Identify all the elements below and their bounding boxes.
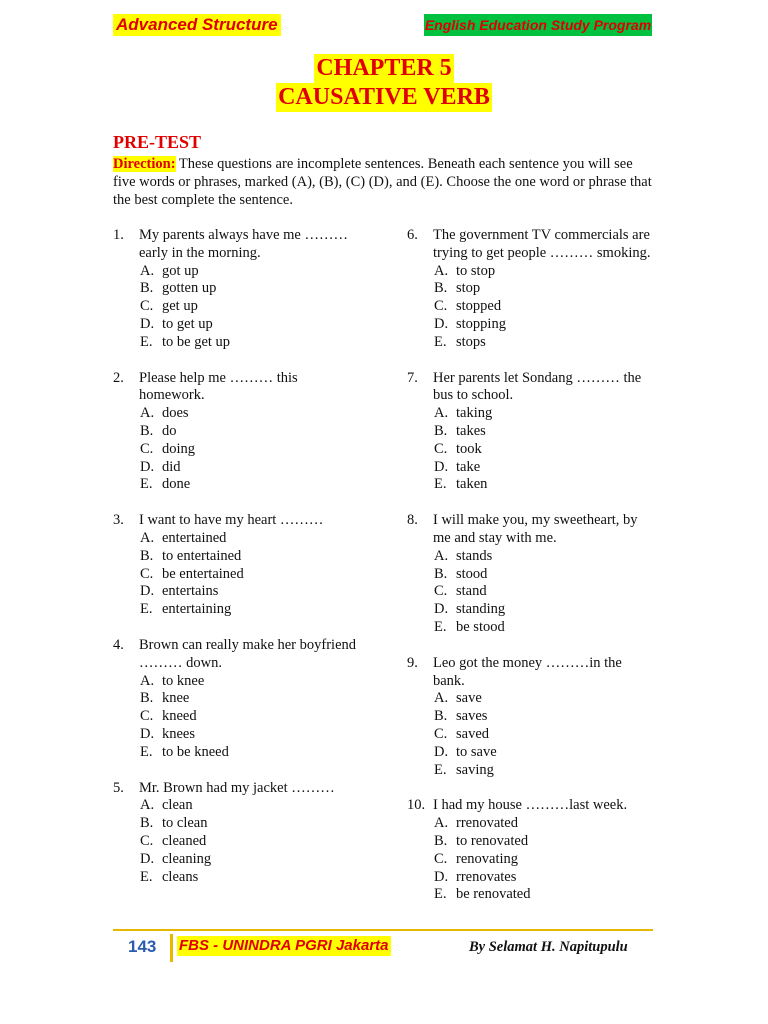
- answer-option: [434, 833, 657, 851]
- option-letter: E.: [140, 476, 153, 493]
- option-text: stand: [456, 583, 487, 600]
- option-text: to save: [456, 743, 497, 760]
- option-text: save: [456, 690, 482, 707]
- option-text: did: [162, 458, 181, 475]
- answer-option: [140, 744, 363, 762]
- option-letter: B.: [434, 832, 448, 849]
- answer-option: [434, 476, 657, 494]
- option-text: does: [162, 405, 189, 422]
- question-number: 8.: [407, 512, 418, 529]
- option-text: done: [162, 476, 191, 493]
- option-letter: B.: [140, 815, 154, 832]
- question-stem: Mr. Brown had my jacket ………: [139, 779, 335, 796]
- option-text: be renovated: [456, 886, 531, 903]
- answer-option: [434, 566, 657, 584]
- question-number: 2.: [113, 369, 124, 386]
- answer-option: [434, 298, 657, 316]
- option-letter: C.: [140, 440, 154, 457]
- option-text: gotten up: [162, 280, 217, 297]
- answer-option: [140, 601, 363, 619]
- option-letter: B.: [140, 690, 154, 707]
- option-text: took: [456, 440, 482, 457]
- answer-option: [434, 405, 657, 423]
- answer-option: [140, 851, 363, 869]
- question-item: [113, 370, 363, 495]
- answer-options: [434, 405, 657, 494]
- answer-options: [140, 797, 363, 886]
- answer-option: [434, 886, 657, 904]
- option-text: doing: [162, 440, 196, 457]
- option-letter: D.: [140, 850, 155, 867]
- option-letter: D.: [140, 315, 155, 332]
- question-number: 4.: [113, 636, 124, 653]
- answer-options: [140, 530, 363, 619]
- option-text: to knee: [162, 672, 205, 689]
- option-text: cleaning: [162, 850, 212, 867]
- option-text: to stop: [456, 262, 496, 279]
- option-letter: D.: [140, 583, 155, 600]
- answer-option: [434, 441, 657, 459]
- option-text: rrenovates: [456, 868, 517, 885]
- option-letter: E.: [140, 333, 153, 350]
- option-text: to get up: [162, 315, 213, 332]
- option-text: stood: [456, 565, 488, 582]
- option-letter: C.: [434, 850, 448, 867]
- answer-option: [434, 280, 657, 298]
- option-letter: A.: [140, 529, 155, 546]
- option-text: be stood: [456, 618, 505, 635]
- option-text: rrenovated: [456, 815, 518, 832]
- answer-option: [140, 869, 363, 887]
- question-item: [113, 637, 363, 762]
- answer-option: [140, 708, 363, 726]
- answer-option: [140, 548, 363, 566]
- answer-options: [434, 548, 657, 637]
- option-letter: C.: [434, 298, 448, 315]
- footer-divider: [113, 929, 653, 931]
- answer-option: [434, 815, 657, 833]
- header-course-title: Advanced Structure: [113, 14, 281, 36]
- option-letter: C.: [434, 440, 448, 457]
- option-text: do: [162, 422, 177, 439]
- answer-option: [140, 405, 363, 423]
- option-letter: B.: [434, 422, 448, 439]
- option-text: to entertained: [162, 547, 242, 564]
- question-item: [407, 370, 657, 495]
- option-text: renovating: [456, 850, 519, 867]
- question-number: 10.: [407, 797, 426, 814]
- question-item: [113, 780, 363, 887]
- answer-options: [434, 263, 657, 352]
- answer-options: [434, 815, 657, 904]
- option-letter: A.: [140, 262, 155, 279]
- option-text: clean: [162, 797, 193, 814]
- option-letter: B.: [140, 422, 154, 439]
- option-letter: C.: [140, 565, 154, 582]
- option-text: cleans: [162, 868, 199, 885]
- question-stem: My parents always have me ……… early in the morning.: [139, 227, 348, 261]
- question-stem: Brown can really make her boyfriend ……… down.: [139, 636, 357, 671]
- footer-author: By Selamat H. Napitupulu: [469, 939, 628, 955]
- question-item: [407, 655, 657, 780]
- option-letter: C.: [140, 708, 154, 725]
- option-letter: E.: [434, 618, 447, 635]
- option-letter: D.: [434, 743, 449, 760]
- option-text: knees: [162, 725, 196, 742]
- answer-option: [140, 797, 363, 815]
- option-text: stands: [456, 547, 493, 564]
- question-item: [407, 227, 657, 352]
- page-number: 143: [128, 937, 157, 956]
- option-letter: D.: [140, 458, 155, 475]
- answer-option: [434, 459, 657, 477]
- footer-separator: [170, 934, 173, 962]
- question-stem: I had my house ………last week.: [433, 797, 628, 814]
- answer-option: [434, 601, 657, 619]
- option-text: entertained: [162, 529, 227, 546]
- option-text: be entertained: [162, 565, 244, 582]
- option-letter: B.: [434, 280, 448, 297]
- answer-option: [434, 708, 657, 726]
- answer-option: [434, 762, 657, 780]
- answer-option: [140, 583, 363, 601]
- option-text: standing: [456, 601, 506, 618]
- question-item: [407, 797, 657, 904]
- option-letter: E.: [434, 476, 447, 493]
- answer-option: [140, 298, 363, 316]
- option-text: takes: [456, 422, 486, 439]
- question-stem: I want to have my heart ………: [139, 512, 324, 529]
- question-number: 6.: [407, 227, 418, 243]
- answer-option: [140, 815, 363, 833]
- questions-column-right: [407, 227, 657, 922]
- answer-options: [140, 263, 363, 352]
- answer-option: [140, 566, 363, 584]
- option-text: kneed: [162, 708, 197, 725]
- option-letter: D.: [434, 315, 449, 332]
- option-letter: D.: [434, 601, 449, 618]
- answer-option: [140, 441, 363, 459]
- option-text: stop: [456, 280, 481, 297]
- option-letter: D.: [434, 458, 449, 475]
- answer-option: [434, 334, 657, 352]
- header-program-title: English Education Study Program: [424, 14, 652, 36]
- option-text: saves: [456, 708, 488, 725]
- answer-options: [140, 673, 363, 762]
- option-text: stops: [456, 333, 486, 350]
- question-number: 3.: [113, 512, 124, 529]
- answer-option: [140, 530, 363, 548]
- option-letter: A.: [140, 672, 155, 689]
- option-letter: C.: [140, 832, 154, 849]
- option-letter: A.: [434, 690, 449, 707]
- questions-column-left: [113, 227, 363, 904]
- question-stem: The government TV commercials are trying to get people ……… smoking.: [433, 227, 651, 261]
- answer-option: [140, 263, 363, 281]
- answer-options: [140, 405, 363, 494]
- option-letter: A.: [434, 547, 449, 564]
- option-text: knee: [162, 690, 190, 707]
- option-text: taking: [456, 405, 493, 422]
- option-letter: E.: [434, 761, 447, 778]
- option-text: to be kneed: [162, 743, 229, 760]
- answer-option: [434, 726, 657, 744]
- answer-option: [434, 316, 657, 334]
- question-number: 7.: [407, 369, 418, 386]
- answer-option: [434, 619, 657, 637]
- option-text: entertaining: [162, 601, 232, 618]
- option-letter: E.: [140, 868, 153, 885]
- section-heading: PRE-TEST: [113, 132, 202, 152]
- option-letter: D.: [434, 868, 449, 885]
- option-letter: A.: [434, 405, 449, 422]
- option-letter: C.: [434, 583, 448, 600]
- option-letter: E.: [434, 886, 447, 903]
- answer-option: [140, 459, 363, 477]
- question-item: [407, 512, 657, 637]
- footer-institution: FBS - UNINDRA PGRI Jakarta: [179, 937, 389, 954]
- answer-option: [434, 423, 657, 441]
- answer-option: [434, 583, 657, 601]
- answer-option: [140, 833, 363, 851]
- question-stem: I will make you, my sweetheart, by me and stay with me.: [433, 512, 638, 546]
- option-letter: A.: [434, 262, 449, 279]
- answer-option: [434, 548, 657, 566]
- option-letter: A.: [434, 815, 449, 832]
- option-text: taken: [456, 476, 488, 493]
- option-letter: D.: [140, 725, 155, 742]
- direction-paragraph: [113, 155, 653, 209]
- option-letter: E.: [140, 743, 153, 760]
- answer-option: [434, 690, 657, 708]
- question-number: 5.: [113, 779, 124, 796]
- answer-option: [140, 280, 363, 298]
- answer-option: [434, 869, 657, 887]
- option-text: cleaned: [162, 832, 207, 849]
- question-item: [113, 512, 363, 619]
- direction-text: These questions are incomplete sentences. Beneath each sentence you will see five words or phrases, marked (A), (B), (C) (D), and (E). Choose the one word or phrase that the best complete the sentence.: [113, 156, 652, 208]
- option-text: stopping: [456, 315, 506, 332]
- answer-option: [140, 673, 363, 691]
- option-text: stopped: [456, 298, 502, 315]
- question-stem: Her parents let Sondang ……… the bus to school.: [433, 369, 642, 404]
- answer-option: [140, 476, 363, 494]
- answer-option: [140, 690, 363, 708]
- question-stem: Please help me ……… this homework.: [139, 369, 298, 404]
- option-text: saving: [456, 761, 494, 778]
- answer-option: [434, 851, 657, 869]
- option-text: get up: [162, 298, 198, 315]
- option-letter: A.: [140, 797, 155, 814]
- option-letter: C.: [434, 725, 448, 742]
- chapter-number: CHAPTER 5: [316, 55, 452, 81]
- direction-label: Direction:: [113, 156, 176, 172]
- answer-option: [140, 423, 363, 441]
- option-text: to renovated: [456, 832, 529, 849]
- option-text: to clean: [162, 815, 208, 832]
- chapter-topic: CAUSATIVE VERB: [278, 84, 490, 110]
- question-number: 1.: [113, 227, 124, 243]
- chapter-title: [0, 54, 768, 112]
- answer-option: [140, 334, 363, 352]
- option-text: saved: [456, 725, 490, 742]
- answer-option: [140, 316, 363, 334]
- option-text: take: [456, 458, 481, 475]
- question-item: [113, 227, 363, 352]
- option-text: entertains: [162, 583, 219, 600]
- question-stem: Leo got the money ………in the bank.: [433, 654, 622, 689]
- option-letter: E.: [434, 333, 447, 350]
- answer-option: [140, 726, 363, 744]
- option-letter: A.: [140, 405, 155, 422]
- option-letter: B.: [434, 565, 448, 582]
- option-letter: B.: [140, 280, 154, 297]
- question-number: 9.: [407, 654, 418, 671]
- answer-options: [434, 690, 657, 779]
- option-letter: E.: [140, 601, 153, 618]
- option-text: to be get up: [162, 333, 231, 350]
- option-letter: B.: [434, 708, 448, 725]
- option-letter: B.: [140, 547, 154, 564]
- option-text: got up: [162, 262, 199, 279]
- answer-option: [434, 744, 657, 762]
- option-letter: C.: [140, 298, 154, 315]
- answer-option: [434, 263, 657, 281]
